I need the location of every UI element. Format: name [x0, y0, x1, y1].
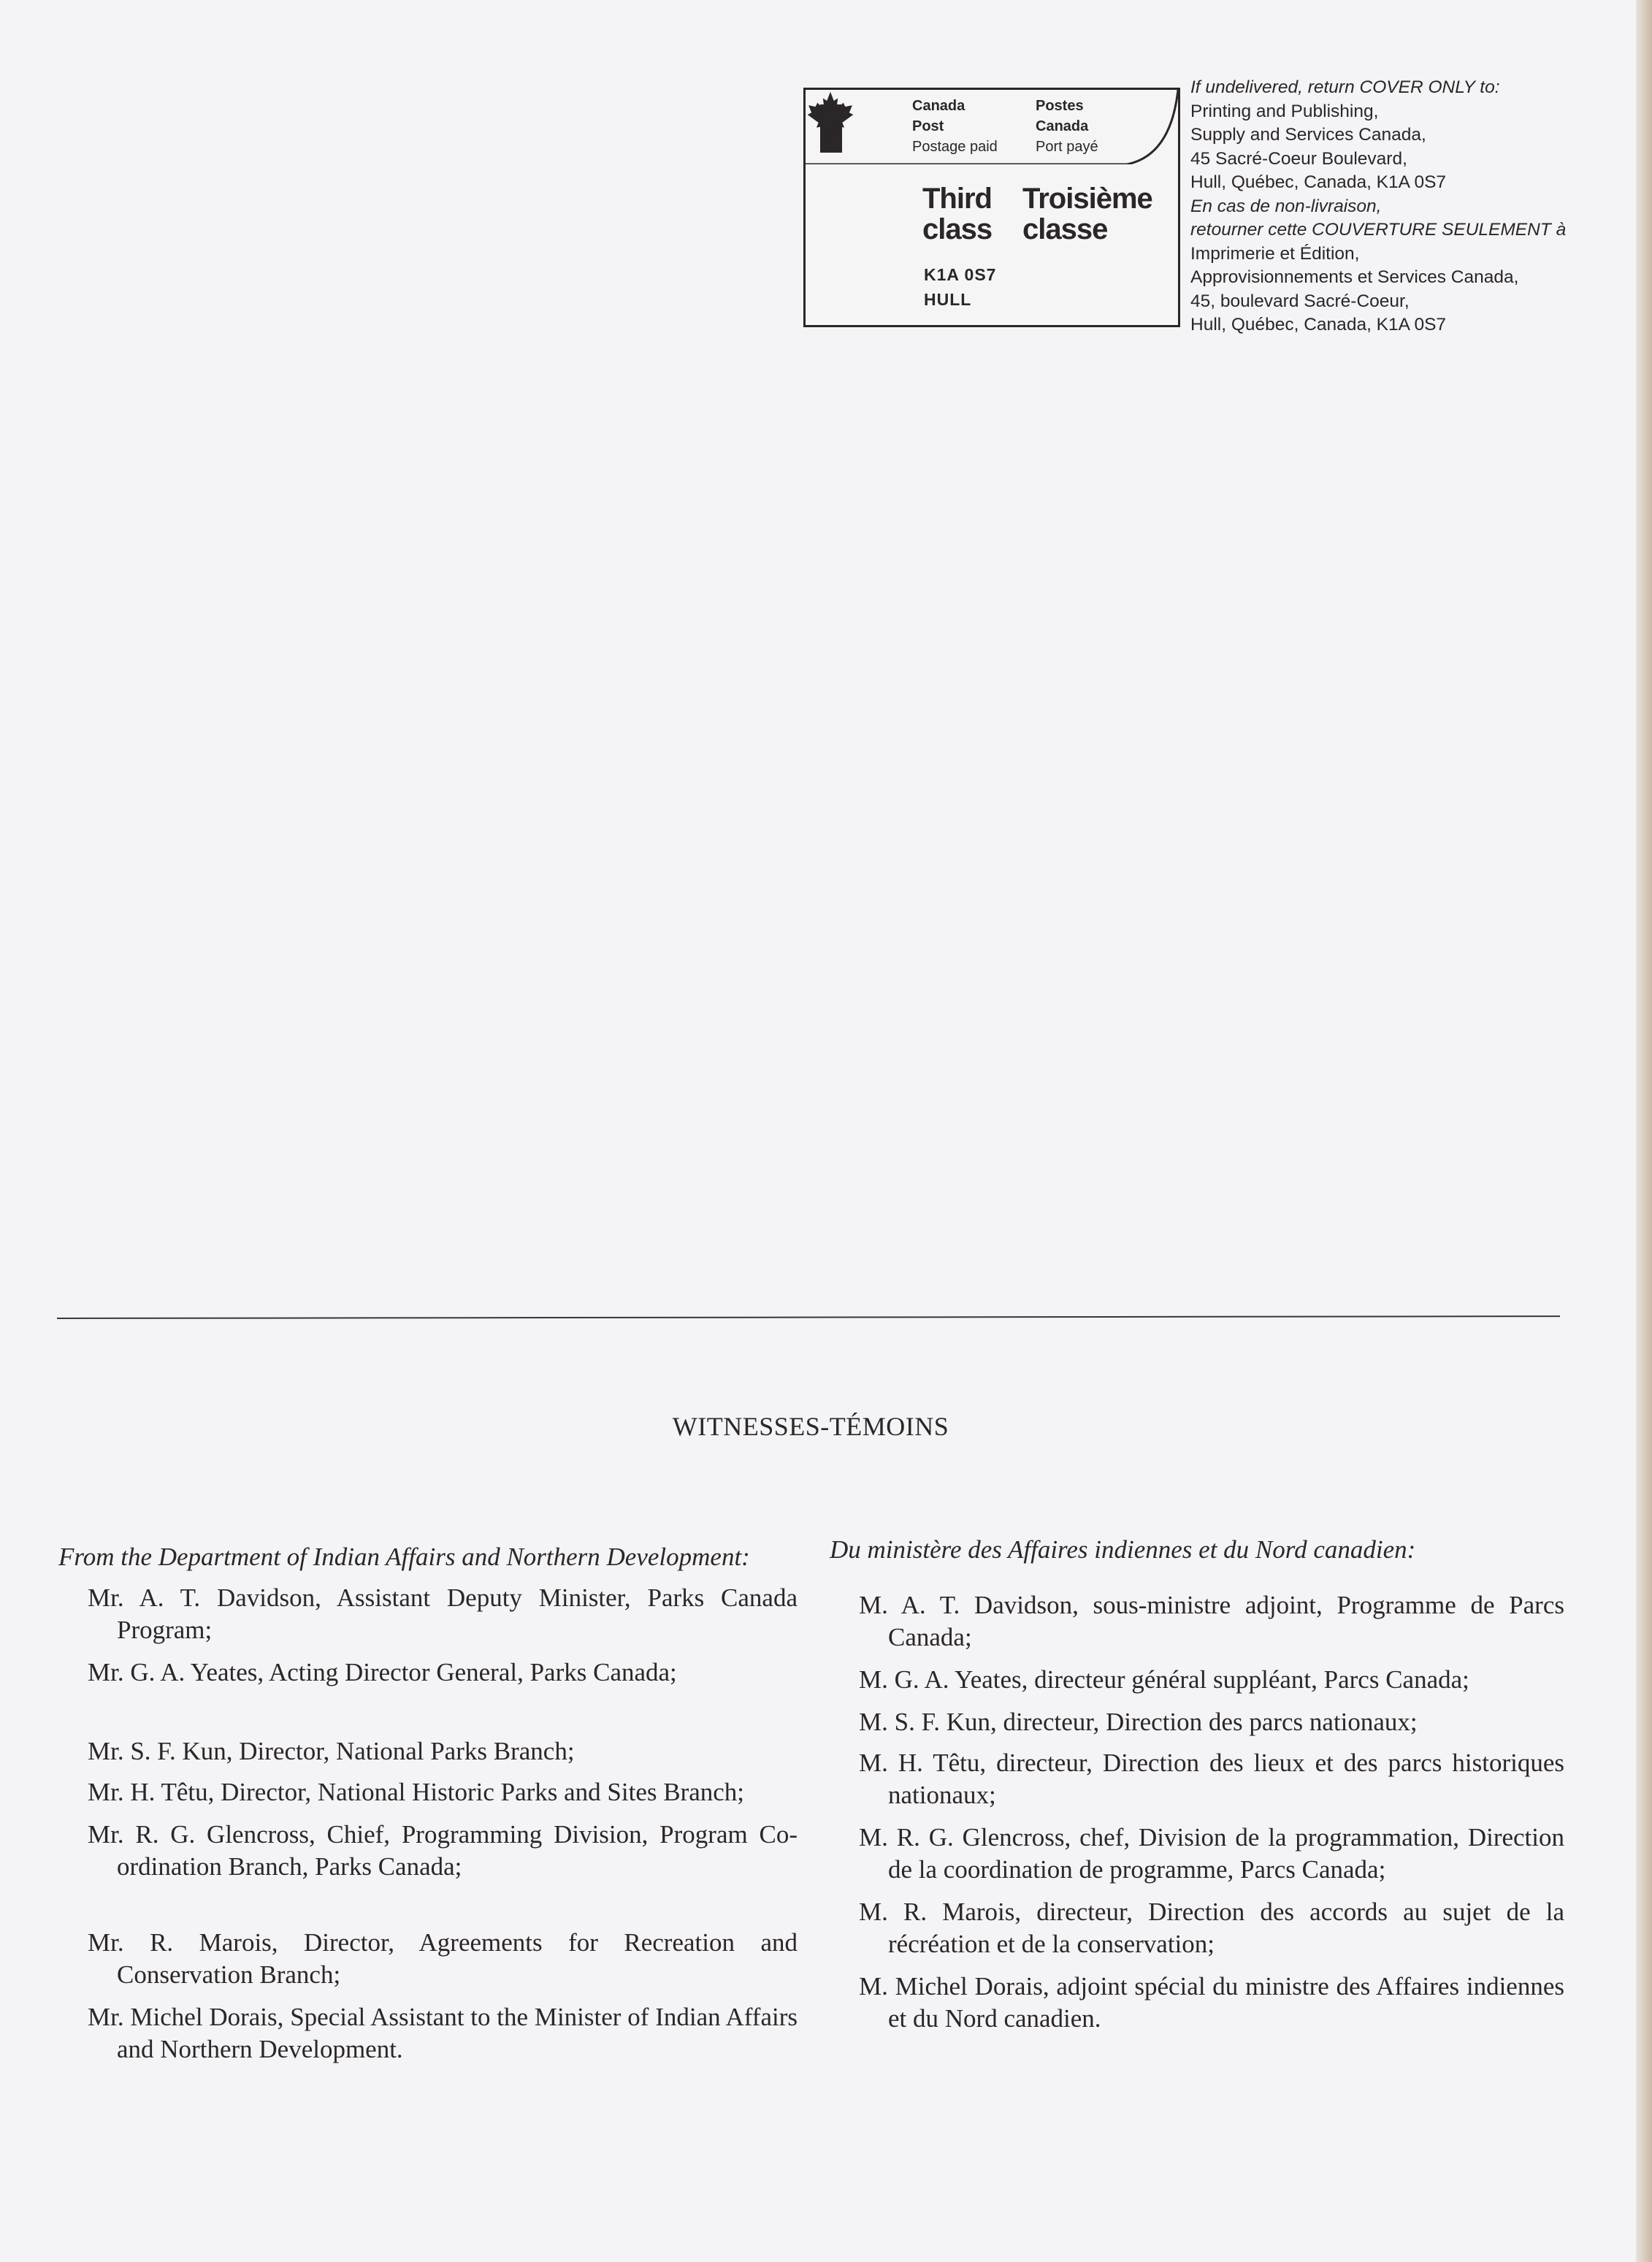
postal-city: HULL [924, 290, 972, 309]
witness-entry: Mr. Michel Dorais, Special Assistant to the Minister of Indian Affairs and Northern Development. [88, 2003, 798, 2063]
return-address-line: Printing and Publishing, [1190, 101, 1379, 121]
class-en-line2: class [922, 213, 993, 245]
section-divider [57, 1315, 1560, 1319]
postage-paid-label: Postage paid [912, 139, 998, 155]
return-address-line: Approvisionnements et Services Canada, [1190, 267, 1519, 287]
class-fr-line1: Troisième [1022, 183, 1152, 215]
postage-header [806, 90, 1178, 164]
return-address-line: Hull, Québec, Canada, K1A 0S7 [1190, 172, 1447, 192]
witness-entry: M. H. Têtu, directeur, Direction des lieux et des parcs historiques nationaux; [859, 1749, 1564, 1809]
witness-entry: M. A. T. Davidson, sous-ministre adjoint, Programme de Parcs Canada; [859, 1591, 1564, 1651]
page-edge [1636, 0, 1652, 2262]
witness-entry: M. S. F. Kun, directeur, Direction des parcs nationaux; [859, 1708, 1418, 1736]
return-address-line: retourner cette COUVERTURE SEULEMENT à [1190, 220, 1567, 240]
witness-list-en [88, 1582, 798, 2066]
return-address-line: 45 Sacré-Coeur Boulevard, [1190, 148, 1407, 169]
witness-entry: Mr. H. Têtu, Director, National Historic Parks and Sites Branch; [88, 1778, 745, 1806]
canada-post-fr-line1: Postes [1036, 98, 1084, 114]
witness-entry: M. Michel Dorais, adjoint spécial du ministre des Affaires indiennes et du Nord canadien. [859, 1972, 1564, 2033]
class-fr-line2: classe [1022, 213, 1108, 245]
canada-post-fr-line2: Canada [1036, 118, 1089, 134]
canada-post-en-line1: Canada [912, 98, 965, 114]
return-address-line: Imprimerie et Édition, [1190, 243, 1360, 264]
postage-indicia [803, 88, 1180, 327]
witness-entry: Mr. R. G. Glencross, Chief, Programming Division, Program Co-ordination Branch, Parks Canada; [88, 1820, 798, 1881]
witness-entry: M. R. G. Glencross, chef, Division de la programmation, Direction de la coordination de programme, Parcs Canada; [859, 1823, 1564, 1884]
return-address-line: Hull, Québec, Canada, K1A 0S7 [1190, 315, 1447, 335]
return-address-line: If undelivered, return COVER ONLY to: [1190, 77, 1500, 97]
return-address [1190, 76, 1643, 337]
maple-leaf-icon [806, 90, 855, 140]
canada-post-en [912, 96, 998, 157]
witness-list-fr [859, 1589, 1564, 2035]
witnesses-english-column [58, 1541, 798, 2066]
postal-block [924, 262, 996, 312]
witness-entry: Mr. R. Marois, Director, Agreements for Recreation and Conservation Branch; [88, 1928, 798, 1989]
postal-code: K1A 0S7 [924, 265, 997, 284]
class-en [922, 183, 992, 245]
witness-entry: Mr. S. F. Kun, Director, National Parks Branch; [88, 1737, 575, 1765]
department-heading-fr: Du ministère des Affaires indiennes et du Nord canadien: [830, 1535, 1416, 1564]
canada-post-en-line2: Post [912, 118, 944, 134]
canada-post-fr [1036, 96, 1098, 157]
witness-entry: Mr. G. A. Yeates, Acting Director General, Parks Canada; [88, 1658, 677, 1686]
witnesses-french-column [830, 1534, 1564, 2035]
witness-entry: M. R. Marois, directeur, Direction des accords au sujet de la récréation et de la conservation; [859, 1898, 1564, 1958]
witness-entry: M. G. A. Yeates, directeur général suppléant, Parcs Canada; [859, 1665, 1469, 1694]
department-heading-en: From the Department of Indian Affairs and Northern Development: [58, 1543, 750, 1571]
class-fr [1022, 183, 1152, 245]
class-en-line1: Third [922, 183, 992, 215]
witnesses-title: WITNESSES-TÉMOINS [672, 1412, 949, 1441]
return-address-line: En cas de non-livraison, [1190, 196, 1382, 216]
witness-entry: Mr. A. T. Davidson, Assistant Deputy Minister, Parks Canada Program; [88, 1583, 798, 1644]
port-paye-label: Port payé [1036, 139, 1098, 155]
return-address-line: 45, boulevard Sacré-Coeur, [1190, 291, 1410, 311]
return-address-line: Supply and Services Canada, [1190, 125, 1426, 145]
